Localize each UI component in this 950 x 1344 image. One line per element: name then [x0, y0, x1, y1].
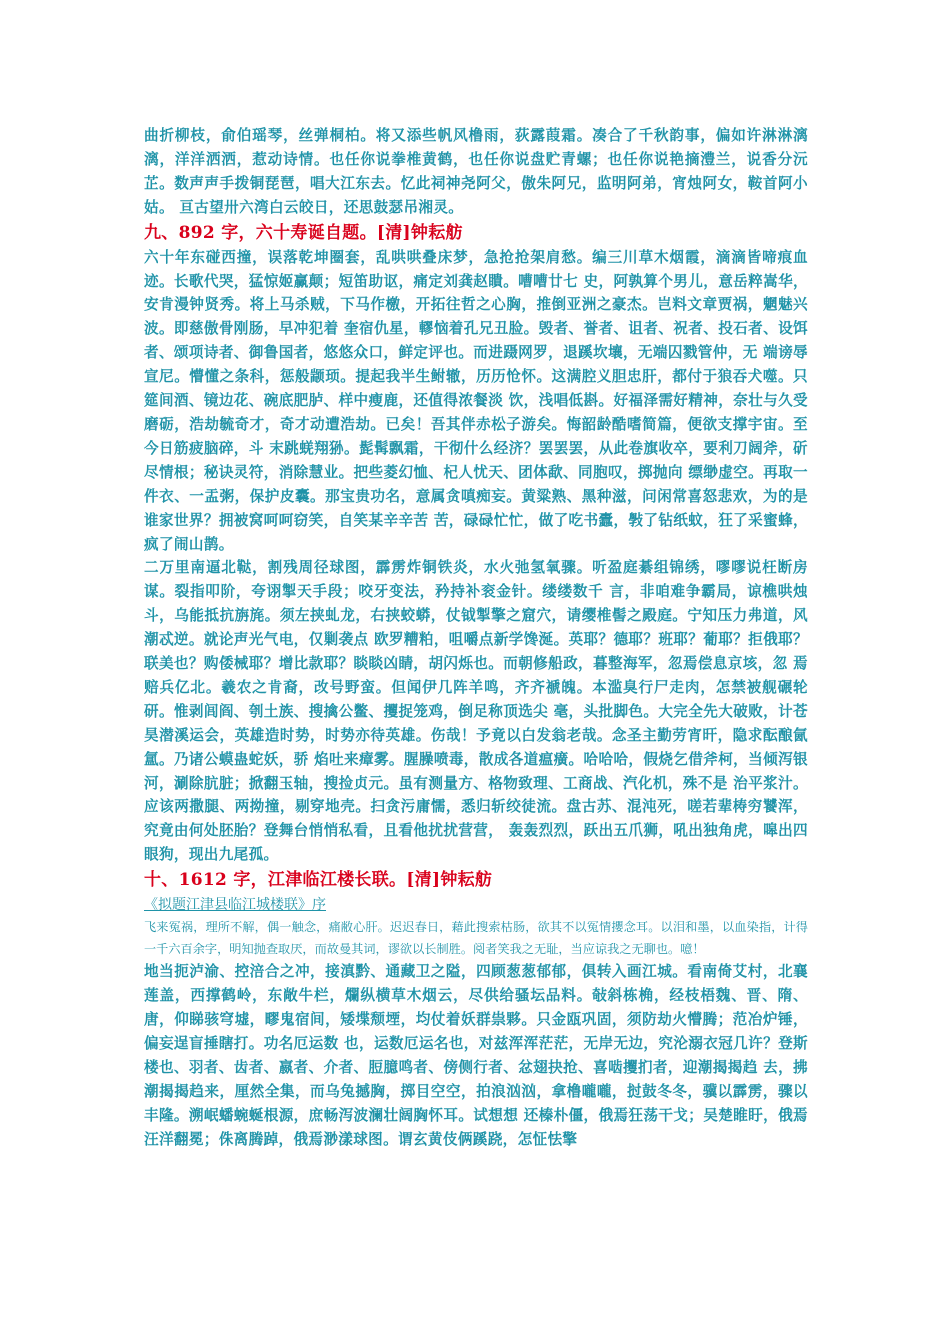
section-10-subtitle-link[interactable]: 《拟题江津县临江城楼联》序: [144, 897, 326, 914]
section-9-paragraph-2: 二万里南逼北鞑，割残周径球图，霹雳炸铜铁炎，水火弛氢氧骤。听盈庭綦组锦绣，嘐嘐说枉断房谋。裂指叩阶，夸诩掣天手段；咬牙变法，矜持补衮金针。缕缕数千 言，非咱难争霸局，谅樵哄烛斗，乌能抵抗旃旄。须左挟虬龙，右挟蛟蟒，仗钺掣擎之窟穴，请缨椎髻之殿庭。宁知压力弗道，风潮忒逆。就论声光气电，仅剿袭点 欧罗糟粕，咀嚼点新学馋涎。英耶？德耶？班耶？葡耶？拒俄耶？联美也？购倭械耶？增比款耶？睒睒凶睛，胡闪烁也。而朝修船政，暮整海军，忽焉偿息京垓，忽 焉赔兵亿北。羲农之肯裔，改号野蛮。但闻伊几阵羊鸣，齐齐褫魄。本滥臭行尸走肉，怎禁被舰碾轮研。惟剥闾阎、刳土族、搜擒公鳖、攫捉笼鸡，倒足称顶选尖 毫，头批脚色。大完全先大破败，计苍昊潜溪运会，英雄造时势，时势亦待英雄。伤哉！予竟以白发翁老哉。念圣主勤劳宵旰，隐求酝酿氤氲。乃诸公蟆蛊蛇妖，骄 焰吐来瘴雾。腥臊喷毒，散成各道瘟癀。哈哈哈，假烧乞借斧柯，当倾泻银河，涮除肮脏；掀翻玉轴，搜捡贞元。虽有测量方、格物致理、工商战、汽化机，殊不是 治平浆汁。应该两撒腿、两拗撞，剔穿地壳。扫贪污庸懦，悉归斩绞徒流。盘古苏、混沌死，嗟若辈梼穷饕浑，究竟由何处胚胎？登舞台悄悄私看，且看他扰扰营营， 轰轰烈烈，跃出五爪狮，吼出独角虎，嗥出四眼狗，现出九尾孤。: [144, 559, 808, 864]
section-10-paragraph: 地当扼泸渝、控涪合之冲，接滇黔、通藏卫之隘，四顾葱葱郁郁，俱转入画江城。看南倚艾村，北襄莲盖，西撑鹤岭，东敞牛栏，爛纵横草木烟云，尽供给骚坛品料。敧斜栋桷，经枝梧魏、晋、隋、唐，仰睇骇穹墟，疁鬼宿间，矮堞颓堙，均仗着妖群祟夥。只金瓯巩固，须防劫火懵腾；范冶炉锤，偏妄逞盲捶瞎打。功名厄运数 也，运数厄运名也，对兹浑浑茫茫，无岸无边，究沦溺衣冠几许？登斯楼也、羽者、齿者、嬴者、介者、脰臆鸣者、傍侧行者、忿翅抉抢、喜啮攫扪者，迎潮揭揭趋 去，拂潮揭揭趋来，厘然全集，而乌兔撼胸，掷目空空，拍浪汹汹，拿橹嚨嚨，挝鼓冬冬，骥以霹雳，骤以丰隆。溯岷蟠蜿蜒根源，庶畅泻波澜壮阔胸怀耳。试想想 还榛朴僵，俄焉狂荡干戈；吴楚睢盱，俄焉汪洋翻冕；侏离腾踔，俄焉渺漾球图。谓玄黄伎俩蹊跷，怎怔怯擎: [144, 963, 808, 1148]
section-9-heading: 九、892 字，六十寿诞自题。[清]钟耘舫: [144, 222, 463, 243]
document-page: [144, 124, 808, 1151]
section-10-preface: 飞来冤祸，理所不解，偶一触念，痛敝心肝。迟迟春日，藉此搜索枯肠，欲其不以冤情攖念耳。以泪和墨，以血染指，计得一千六百余字，明知抛查取厌，而故曼其词，谬欲以长制胜。阅者笑我之无耻，当应谅我之无聊也。噫！: [144, 920, 808, 957]
intro-paragraph: 曲折柳枝，俞伯瑶琴，丝弹桐柏。将又添些帆风橹雨，荻露葭霜。凑合了千秋韵事，偏如许淋淋漓漓，洋洋洒洒，惹动诗情。也任你说拳椎黄鹤，也任你说盘贮青螺；也任你说艳摘澧兰，说香分沅芷。数声声手拨铜琵琶，唱大江东去。忆此祠神尧阿父，傲朱阿兄，监明阿弟，宵烛阿女，鞍首阿小姑。 亘古望卅六湾白云皎日，还思鼓瑟吊湘灵。: [144, 127, 808, 216]
section-9-paragraph-1: 六十年东碰西撞，误落乾坤圈套，乱哄哄叠床梦，急抢抢架肩愁。编三川草木烟霞，滴滴皆啼痕血迹。长歌代哭，猛惊姬赢颠；短笛助讴，痛定刘龚赵瞶。嘈嘈廿七 史，阿孰算个男儿，意岳粹嵩华，安肯漫钟贤秀。将上马杀贼，下马作檄，开拓往哲之心胸，推倒亚洲之豪杰。岂料文章贾祸，魍魅兴波。即慈傲骨刚肠，早冲犯着 奎宿仇星，轇恼着孔兄丑脸。毁者、誉者、诅者、祝者、投石者、设饵者、颂项诗者、御鲁国者，悠悠众口，鲜定评也。而进蹑网罗，退蹊坎壤，无端囚戮管仲，无 端谤辱宣尼。懵懂之条科，惩般颛顼。提起我半生鲋辙，历历怆怀。这满腔义胆忠肝，都付于狼吞犬噬。只筵间酒、镜边花、碗底肥胪、样中瘦鹿，还值得浓餐淡 饮，浅唱低斟。好福泽需好精神，奈壮与久受磨砺，浩劫毓奇才，奇才动遭浩劫。已矣！吾其伴赤松子游矣。悔韶龄酷嗜简篇，便欲支撑宇宙。至今日筋疲脑碎，斗 末跳蜣翔狲。髭髯飘霜，干彻什么经济？罢罢罢，从此卷旗收卒，要利刀阔斧，斫尽情根；秘诀灵符，消除慧业。把些菱幻恤、杞人忧天、团体歃、同胞叹，掷抛向 缥缈虚空。再取一件衣、一盂粥，保护皮囊。那宝贵功名，意属贪嗔痴妄。黄粱熟、黑种滋，问闲常喜怒悲欢，为的是谁家世界？拥被窝呵呵窃笑，自笑某辛辛苦 苦，碌碌忙忙，做了吃书蠹，斅了钻纸蚊，狂了采蜜蜂，疯了闹山鹊。: [144, 248, 808, 553]
section-10-heading: 十、1612 字，江津临江楼长联。[清]钟耘舫: [144, 870, 493, 891]
